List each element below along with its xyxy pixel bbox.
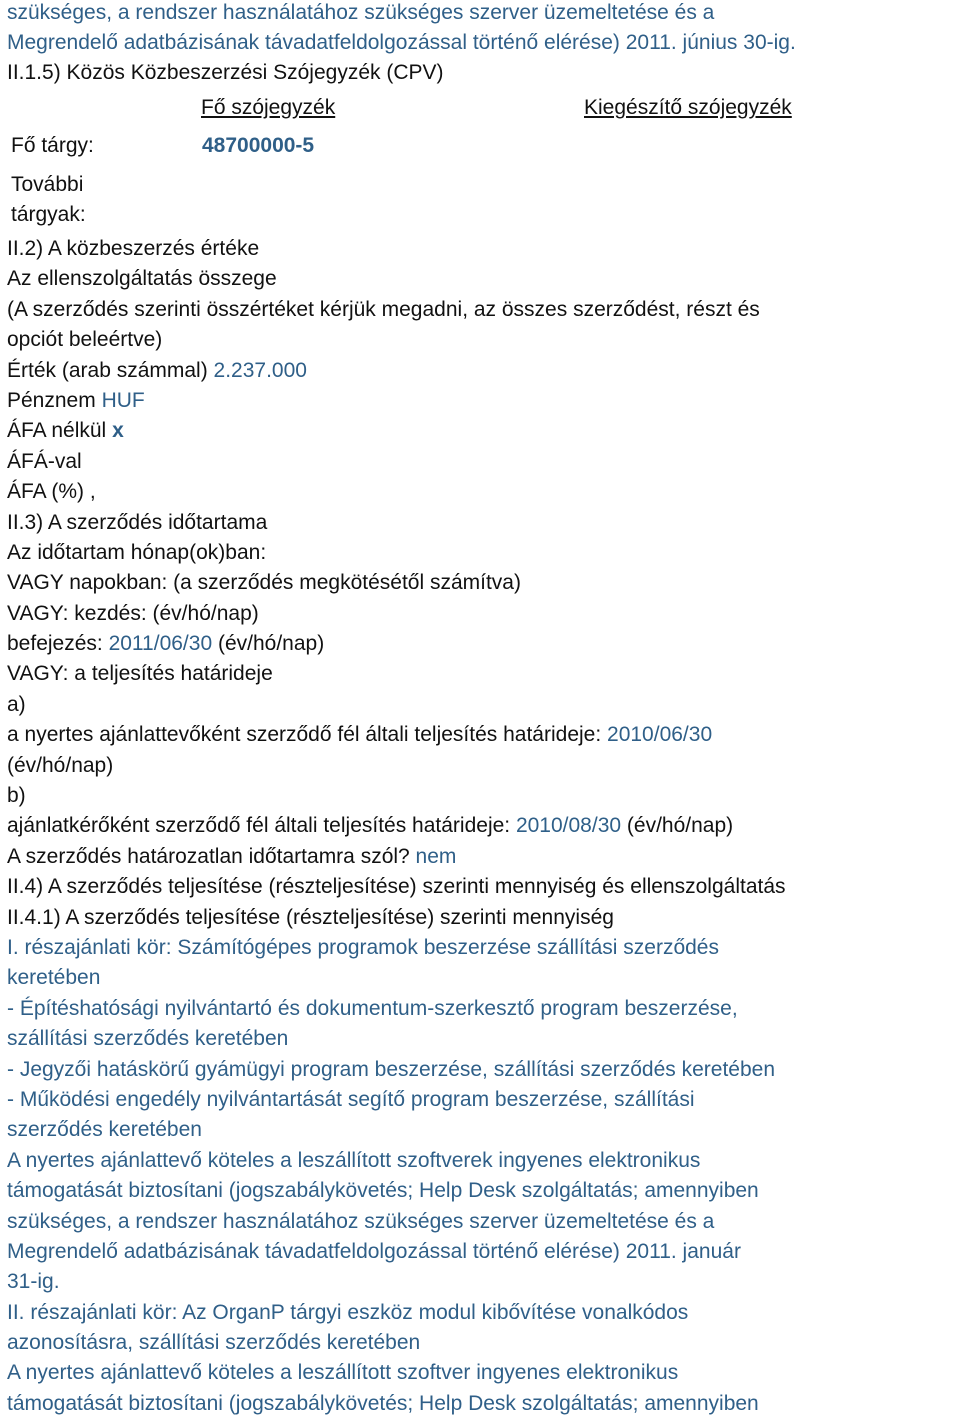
other-subjects-label: További xyxy=(11,173,84,196)
lot1-text: szerződés keretében xyxy=(7,1118,202,1142)
amount-value: 2.237.000 xyxy=(213,358,307,382)
main-content xyxy=(7,234,955,1419)
lot1-text: Megrendelő adatbázisának távadatfeldolgozással történő elérése) 2011. január xyxy=(7,1239,741,1263)
vat-excl-value: x xyxy=(112,419,124,443)
end-suffix: (év/hó/nap) xyxy=(212,632,325,656)
deadline-b-label: b) xyxy=(7,784,26,808)
quantity-subheading: II.4.1) A szerződés teljesítése (részteljesítése) szerinti mennyiség xyxy=(7,905,614,929)
supplementary-vocabulary-heading: Kiegészítő szójegyzék xyxy=(584,96,792,119)
lot1-text: - Építéshatósági nyilvántartó és dokumentum-szerkesztő program beszerzése, xyxy=(7,996,738,1020)
currency-label: Pénznem xyxy=(7,388,102,412)
deadline-b-value: 2010/08/30 xyxy=(515,814,622,838)
lot1-text: A nyertes ajánlattevő köteles a leszállított szoftverek ingyenes elektronikus xyxy=(7,1148,701,1172)
lot2-text: támogatását biztosítani (jogszabálykövetés; Help Desk szolgáltatás; amennyiben xyxy=(7,1391,759,1415)
lot2-text: A nyertes ajánlattevő köteles a leszállított szoftver ingyenes elektronikus xyxy=(7,1361,679,1385)
amount-row xyxy=(7,356,955,386)
main-vocabulary-heading: Fő szójegyzék xyxy=(201,96,336,119)
currency-value: HUF xyxy=(101,388,145,412)
intro-block xyxy=(7,0,955,88)
intro-line: Megrendelő adatbázisának távadatfeldolgozással történő elérése) 2011. június 30-ig. xyxy=(7,31,796,54)
indefinite-row xyxy=(7,842,955,872)
lot1-text: keretében xyxy=(7,966,101,990)
lot1-text: támogatását biztosítani (jogszabálykövetés; Help Desk szolgáltatás; amennyiben xyxy=(7,1179,759,1203)
deadline-b-row xyxy=(7,811,955,841)
lot1-text: I. részajánlati kör: Számítógépes programok beszerzése szállítási szerződés xyxy=(7,935,719,959)
lot1-text: szállítási szerződés keretében xyxy=(7,1027,289,1051)
cpv-other-subjects-row xyxy=(11,170,151,230)
lot2-text: azonosításra, szállítási szerződés keretében xyxy=(7,1331,421,1355)
deadline-a-row xyxy=(7,720,955,750)
vat-rate-row: ÁFA (%) , xyxy=(7,480,96,504)
duration-heading: II.3) A szerződés időtartama xyxy=(7,510,268,534)
deadline-a-suffix: (év/hó/nap) xyxy=(7,753,114,777)
other-subjects-label: tárgyak: xyxy=(11,203,86,226)
deadline-b-text: ajánlatkérőként szerződő fél általi teljesítés határideje: xyxy=(7,814,516,838)
duration-start: VAGY: kezdés: (év/hó/nap) xyxy=(7,601,259,625)
value-note: (A szerződés szerinti összértéket kérjük megadni, az összes szerződést, részt és xyxy=(7,297,760,321)
currency-row xyxy=(7,386,955,416)
lot1-text: - Jegyzői hatáskörű gyámügyi program beszerzése, szállítási szerződés keretében xyxy=(7,1057,776,1081)
deadline-a-label: a) xyxy=(7,692,26,716)
cpv-table-header xyxy=(7,92,955,124)
deadline-a-value: 2010/06/30 xyxy=(607,723,713,747)
end-value: 2011/06/30 xyxy=(108,632,213,656)
amount-label: Érték (arab számmal) xyxy=(7,358,214,382)
value-heading: II.2) A közbeszerzés értéke xyxy=(7,237,260,260)
duration-end-row xyxy=(7,629,955,659)
value-note: opciót beleértve) xyxy=(7,328,163,352)
lot1-text: szükséges, a rendszer használatához szükséges szerver üzemeltetése és a xyxy=(7,1209,715,1233)
consideration-label: Az ellenszolgáltatás összege xyxy=(7,267,277,291)
lot1-text: 31-ig. xyxy=(7,1270,60,1294)
deadline-a-text: a nyertes ajánlattevőként szerződő fél általi teljesítés határideje: xyxy=(7,723,608,747)
duration-months: Az időtartam hónap(ok)ban: xyxy=(7,540,267,564)
main-subject-code: 48700000-5 xyxy=(202,134,315,157)
deadline-heading: VAGY: a teljesítés határideje xyxy=(7,662,273,686)
quantity-heading: II.4) A szerződés teljesítése (részteljesítése) szerinti mennyiség és ellenszolgáltatás xyxy=(7,875,786,899)
indefinite-value: nem xyxy=(415,844,457,868)
intro-line: szükséges, a rendszer használatához szükséges szerver üzemeltetése és a xyxy=(7,1,715,24)
vat-excl-label: ÁFA nélkül xyxy=(7,419,113,443)
cpv-section-heading: II.1.5) Közös Közbeszerzési Szójegyzék (CPV) xyxy=(7,61,444,84)
deadline-b-suffix: (év/hó/nap) xyxy=(621,814,734,838)
cpv-main-subject-row xyxy=(11,130,955,162)
lot1-text: - Működési engedély nyilvántartását segítő program beszerzése, szállítási xyxy=(7,1087,695,1111)
vat-excl-row xyxy=(7,416,955,446)
vat-incl-row: ÁFÁ-val xyxy=(7,449,82,473)
indefinite-label: A szerződés határozatlan időtartamra szól? xyxy=(7,844,416,868)
end-label: befejezés: xyxy=(7,632,109,656)
lot2-text: II. részajánlati kör: Az OrganP tárgyi eszköz modul kibővítése vonalkódos xyxy=(7,1300,689,1324)
main-subject-label: Fő tárgy: xyxy=(11,134,94,157)
duration-days: VAGY napokban: (a szerződés megkötésétől számítva) xyxy=(7,571,521,595)
